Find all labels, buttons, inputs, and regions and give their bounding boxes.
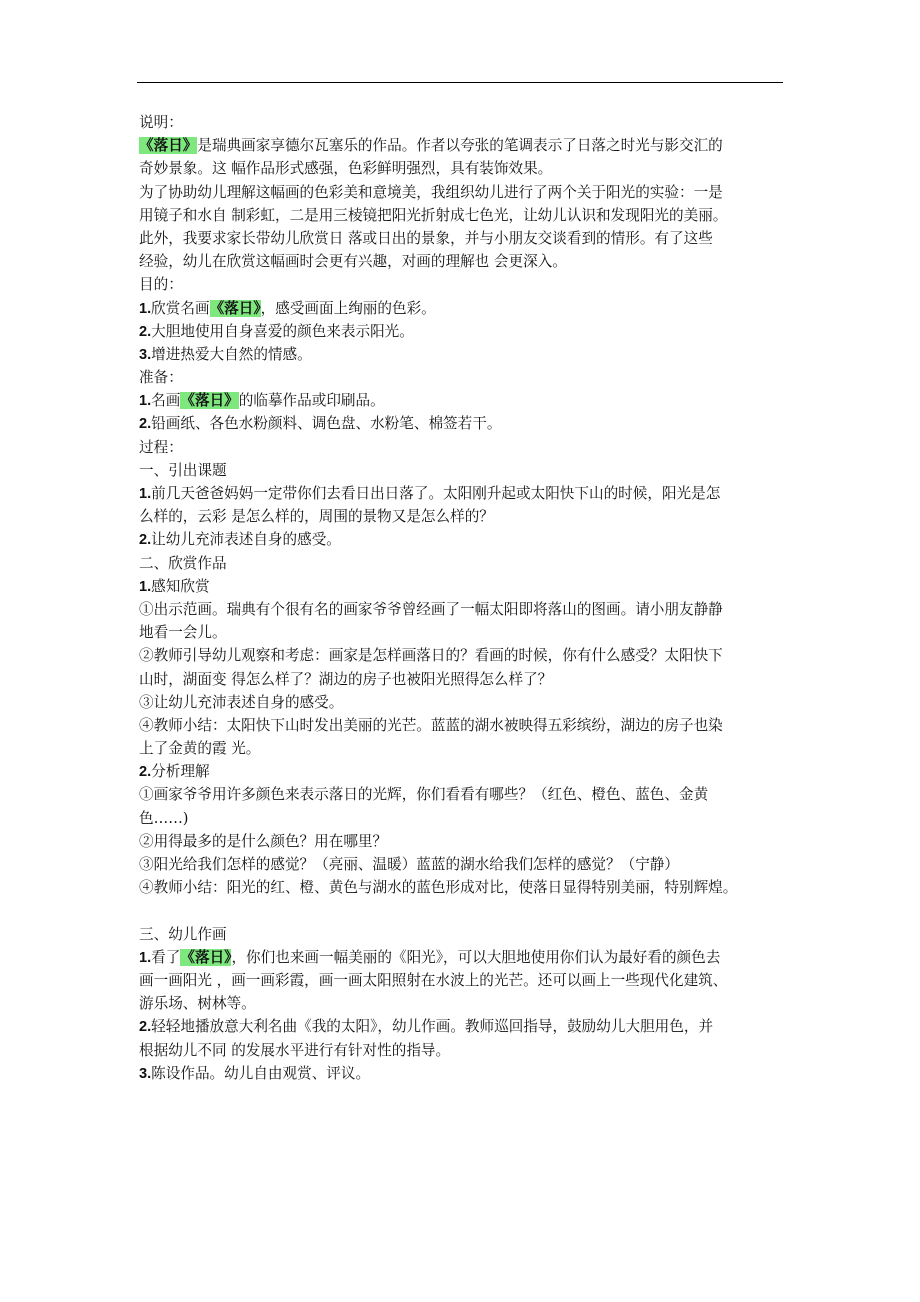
- text-line: [139, 436, 789, 459]
- text-run: ②教师引导幼儿观察和考虑：画家是怎样画落日的？看画的时候，你有什么感受？太阳快下: [139, 647, 723, 665]
- highlighted-title: 《落日》: [139, 137, 198, 155]
- text-line: [139, 412, 789, 435]
- document-body: [139, 111, 789, 1085]
- highlighted-title: 《落日》: [180, 392, 239, 410]
- text-line: [139, 204, 789, 227]
- text-run: 画一画阳光 ，画一画彩霞，画一画太阳照射在水波上的光芒。还可以画上一些现代化建筑、: [139, 971, 728, 989]
- text-line: [139, 644, 789, 667]
- text-line: [139, 343, 789, 366]
- highlighted-title: 《落日》: [180, 948, 232, 966]
- text-run: 此外，我要求家长带幼儿欣赏日 落或日出的景象，并与小朋友交谈看到的情形。有了这些: [139, 229, 713, 247]
- highlighted-title: 《落日》: [209, 299, 261, 317]
- text-run: 二、欣赏作品: [139, 554, 227, 572]
- text-line: [139, 389, 789, 412]
- text-line: [139, 111, 789, 134]
- text-line: [139, 1015, 789, 1038]
- text-run: 欣赏名画: [151, 299, 210, 317]
- text-run: 分析理解: [151, 763, 210, 781]
- text-line: [139, 250, 789, 273]
- header-rule: [137, 82, 783, 83]
- item-number: 1.: [139, 578, 152, 595]
- text-run: 根据幼儿不同 的发展水平进行有针对性的指导。: [139, 1041, 451, 1059]
- item-number: 2.: [139, 416, 152, 433]
- text-run: 是瑞典画家享德尔瓦塞乐的作品。作者以夸张的笔调表示了日落之时光与影交汇的: [197, 137, 723, 155]
- text-line: [139, 505, 789, 528]
- text-run: 目的：: [139, 276, 183, 294]
- item-number: 2.: [139, 532, 152, 549]
- text-line: [139, 297, 789, 320]
- item-number: 3.: [139, 346, 152, 363]
- text-run: ②用得最多的是什么颜色？用在哪里？: [139, 832, 388, 850]
- text-run: 上了金黄的霞 光。: [139, 740, 261, 758]
- text-line: [139, 807, 789, 830]
- text-run: 的临摹作品或印刷品。: [238, 392, 385, 410]
- text-line: [139, 691, 789, 714]
- text-run: ③阳光给我们怎样的感觉？（亮丽、温暖）蓝蓝的湖水给我们怎样的感觉？（宁静）: [139, 856, 679, 873]
- text-line: [139, 227, 789, 250]
- text-run: 陈设作品。幼儿自由观赏、评议。: [151, 1064, 371, 1082]
- text-line: [139, 783, 789, 806]
- item-number: 3.: [139, 1065, 152, 1082]
- text-run: 色……): [139, 809, 189, 827]
- text-line: [139, 1062, 789, 1085]
- text-line: [139, 459, 789, 482]
- item-number: 1.: [139, 486, 152, 502]
- text-run: 经验，幼儿在欣赏这幅画时会更有兴趣，对画的理解也 会更深入。: [139, 253, 567, 271]
- text-run: 一、引出课题: [139, 461, 227, 479]
- text-line: [139, 668, 789, 691]
- text-line: [139, 528, 789, 551]
- text-line: [139, 969, 789, 992]
- text-run: 前几天爸爸妈妈一定带你们去看日出日落了。太阳刚升起或太阳快下山的时候，阳光是怎: [151, 485, 721, 502]
- text-run: 山时，湖面变 得怎么样了？湖边的房子也被阳光照得怎么样了？: [139, 670, 553, 688]
- text-run: 过程：: [139, 438, 183, 456]
- text-run: 轻轻地播放意大利名曲《我的太阳》，幼儿作画。教师巡回指导，鼓励幼儿大胆用色，并: [151, 1018, 714, 1036]
- text-line: [139, 830, 789, 853]
- text-run: 地看一会儿。: [139, 624, 227, 642]
- text-line: [139, 575, 789, 598]
- text-run: ④教师小结：太阳快下山时发出美丽的光芒。蓝蓝的湖水被映得五彩缤纷，湖边的房子也染: [139, 716, 723, 734]
- text-run: 准备：: [139, 369, 183, 387]
- text-run: 游乐场、树林等。: [139, 995, 256, 1013]
- item-number: 1.: [139, 949, 152, 966]
- text-run: 说明：: [139, 114, 183, 131]
- item-number: 1.: [139, 300, 152, 317]
- text-line: [139, 273, 789, 296]
- text-run: ，感受画面上绚丽的色彩。: [260, 299, 436, 317]
- text-run: ①画家爷爷用许多颜色来表示落日的光辉，你们看看有哪些？（红色、橙色、蓝色、金黄: [139, 786, 709, 804]
- text-run: 用镜子和水自 制彩虹，二是用三棱镜把阳光折射成七色光，让幼儿认识和发现阳光的美丽。: [139, 206, 728, 224]
- text-run: 三、幼儿作画: [139, 925, 227, 943]
- text-line: [139, 181, 789, 204]
- blank-line: [139, 899, 789, 922]
- text-line: [139, 552, 789, 575]
- text-line: [139, 157, 789, 180]
- text-line: [139, 946, 789, 969]
- text-run: ①出示范画。瑞典有个很有名的画家爷爷曾经画了一幅太阳即将落山的图画。请小朋友静静: [139, 600, 723, 618]
- text-line: [139, 366, 789, 389]
- text-run: 感知欣赏: [151, 577, 210, 595]
- item-number: 2.: [139, 764, 152, 781]
- text-run: ，你们也来画一幅美丽的《阳光》，可以大胆地使用你们认为最好看的颜色去: [231, 948, 721, 966]
- text-run: 让幼儿充沛表述自身的感受。: [151, 531, 341, 549]
- text-line: [139, 923, 789, 946]
- text-run: 么样的，云彩 是怎么样的，周围的景物又是怎么样的？: [139, 508, 494, 526]
- text-run: 名画: [151, 392, 181, 410]
- text-line: [139, 134, 789, 157]
- text-run: 为了协助幼儿理解这幅画的色彩美和意境美，我组织幼儿进行了两个关于阳光的实验：一是: [139, 183, 723, 201]
- text-line: [139, 853, 789, 876]
- text-line: [139, 320, 789, 343]
- item-number: 2.: [139, 1019, 152, 1036]
- text-run: 铅画纸、各色水粉颜料、调色盘、水粉笔、棉签若干。: [151, 415, 502, 433]
- text-line: [139, 992, 789, 1015]
- text-line: [139, 876, 789, 899]
- text-run: ④教师小结：阳光的红、橙、黄色与湖水的蓝色形成对比，使落日显得特别美丽，特别辉煌。: [139, 879, 738, 897]
- item-number: 2.: [139, 323, 152, 340]
- text-line: [139, 760, 789, 783]
- text-line: [139, 714, 789, 737]
- text-line: [139, 621, 789, 644]
- text-line: [139, 737, 789, 760]
- text-line: [139, 1039, 789, 1062]
- text-run: 看了: [151, 948, 181, 966]
- text-line: [139, 598, 789, 621]
- text-run: 增进热爱大自然的情感。: [151, 345, 312, 363]
- text-run: ③让幼儿充沛表述自身的感受。: [139, 693, 344, 711]
- item-number: 1.: [139, 393, 152, 410]
- text-run: 大胆地使用自身喜爱的颜色来表示阳光。: [151, 322, 414, 340]
- text-run: 奇妙景象。这 幅作品形式感强，色彩鲜明强烈，具有装饰效果。: [139, 160, 553, 178]
- text-line: [139, 482, 789, 505]
